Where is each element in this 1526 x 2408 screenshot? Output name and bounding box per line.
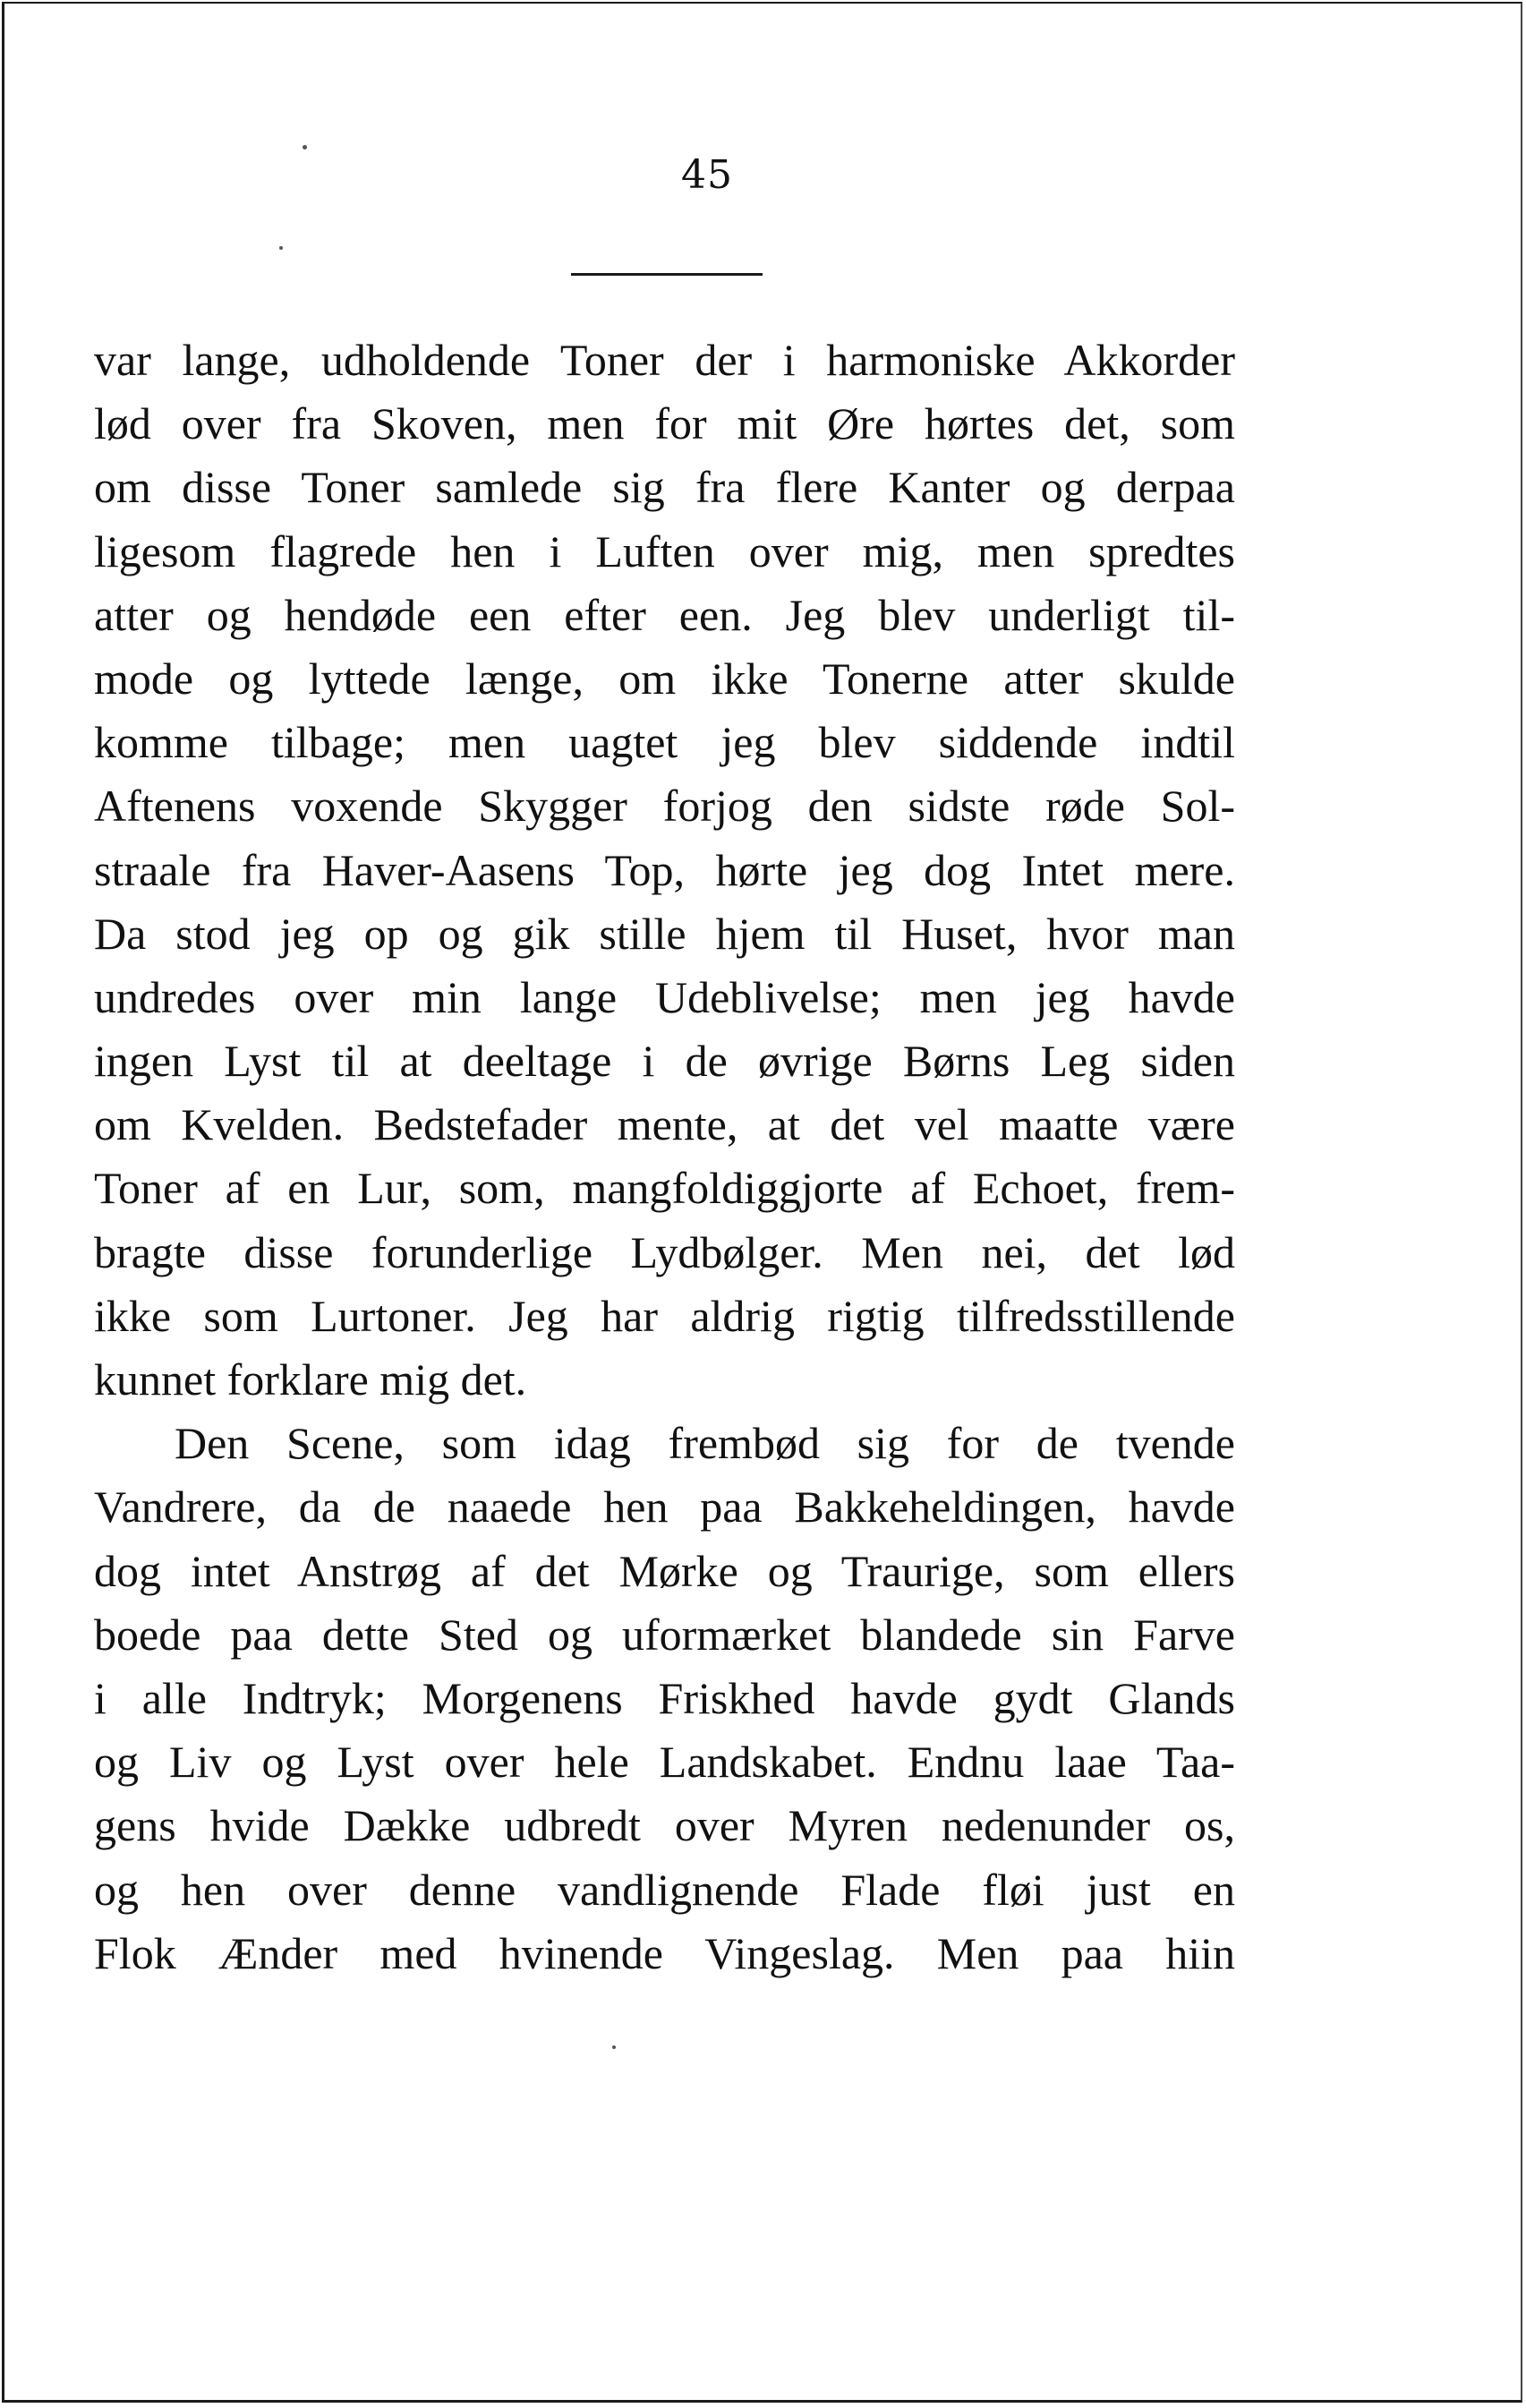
text-line: atter og hendøde een efter een. Jeg blev underligt til- (94, 589, 1235, 640)
text-line: om Kvelden. Bedstefader mente, at det vel maatte være (94, 1099, 1235, 1150)
text-line: i alle Indtryk; Morgenens Friskhed havde gydt Glands (94, 1672, 1235, 1723)
body-text (94, 329, 1235, 1985)
text-line: om disse Toner samlede sig fra flere Kanter og derpaa (94, 462, 1235, 513)
text-line: var lange, udholdende Toner der i harmoniske Akkorder (94, 335, 1235, 385)
text-line: mode og lyttede længe, om ikke Tonerne atter skulde (94, 653, 1235, 704)
paper-speck (279, 246, 283, 250)
paragraph-start-line: Den Scene, som idag frembød sig for de tvende (175, 1418, 1235, 1469)
text-line: gens hvide Dække udbredt over Myren nedenunder os, (94, 1800, 1235, 1851)
paper-speck (612, 2045, 616, 2049)
text-line: straale fra Haver-Aasens Top, hørte jeg dog Intet mere. (94, 844, 1235, 895)
page-number: 45 (681, 152, 733, 198)
text-line: komme tilbage; men uagtet jeg blev siddende indtil (94, 717, 1235, 768)
paragraph-end-line: kunnet forklare mig det. (94, 1354, 527, 1405)
text-line: ligesom flagrede hen i Luften over mig, men spredtes (94, 525, 1235, 576)
text-line: boede paa dette Sted og uformærket blandede sin Farve (94, 1609, 1235, 1660)
text-line: og Liv og Lyst over hele Landskabet. Endnu laae Taa- (94, 1737, 1235, 1788)
text-line: Toner af en Lur, som, mangfoldiggjorte af Echoet, frem- (94, 1163, 1235, 1214)
text-line: Flok Ænder med hvinende Vingeslag. Men paa hiin (94, 1927, 1235, 1978)
paper-speck (303, 145, 307, 149)
text-line: ingen Lyst til at deeltage i de øvrige Børns Leg siden (94, 1036, 1235, 1087)
text-line: undredes over min lange Udeblivelse; men jeg havde (94, 971, 1235, 1022)
text-line: lød over fra Skoven, men for mit Øre hørtes det, som (94, 398, 1235, 449)
text-line: bragte disse forunderlige Lydbølger. Men nei, det lød (94, 1226, 1235, 1277)
text-line: dog intet Anstrøg af det Mørke og Traurige, som ellers (94, 1545, 1235, 1596)
text-line: og hen over denne vandlignende Flade fløi just en (94, 1864, 1235, 1915)
header-rule (571, 273, 763, 276)
text-line: Vandrere, da de naaede hen paa Bakkeheldingen, havde (94, 1482, 1235, 1533)
text-line: Aftenens voxende Skygger forjog den sidste røde Sol- (94, 781, 1235, 832)
text-line: Da stod jeg op og gik stille hjem til Huset, hvor man (94, 908, 1235, 959)
text-line: ikke som Lurtoner. Jeg har aldrig rigtig tilfredsstillende (94, 1290, 1235, 1341)
